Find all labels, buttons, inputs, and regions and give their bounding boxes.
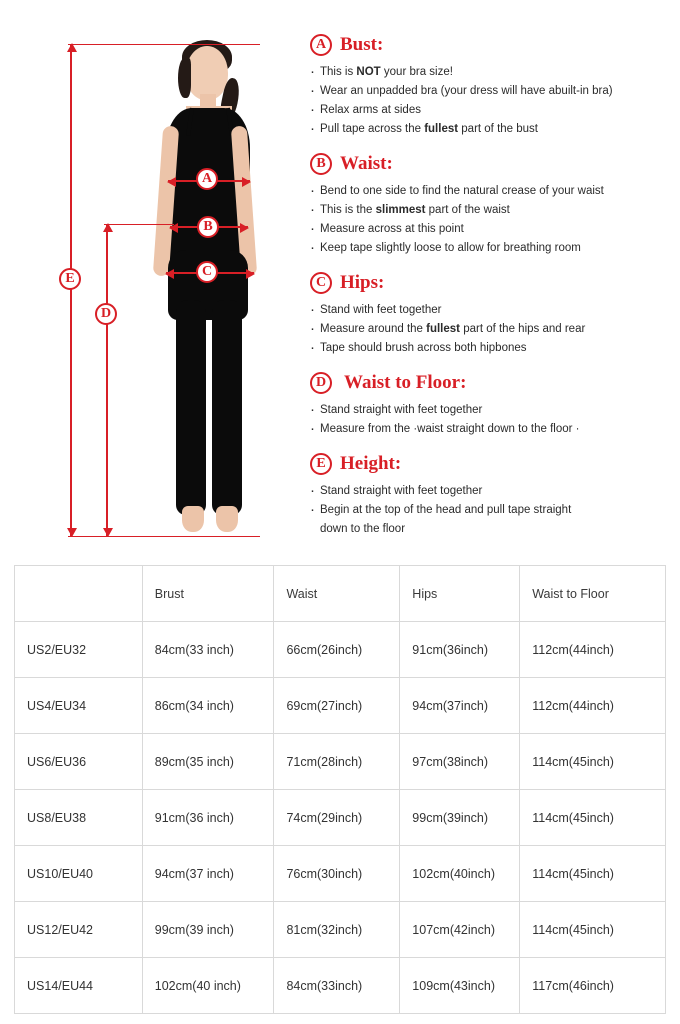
bust-cell: 86cm(34 inch) [142, 678, 274, 734]
bust-cell: 94cm(37 inch) [142, 846, 274, 902]
bullet: · Measure around the fullest part of the hips and rear [310, 320, 670, 339]
section-waist-to-floor-title: Waist to Floor: [344, 372, 467, 393]
leg-right-shape [212, 300, 242, 515]
waist-cell: 74cm(29inch) [274, 790, 400, 846]
figure-badge-a: A [196, 168, 218, 190]
section-hips [310, 272, 670, 358]
floor-tick [68, 536, 260, 537]
leg-left-shape [176, 300, 206, 515]
size-label-cell: US8/EU38 [15, 790, 143, 846]
foot-right-shape [216, 506, 238, 532]
section-waist-bullets [310, 182, 670, 258]
size-label-cell: US12/EU42 [15, 902, 143, 958]
table-row [15, 902, 666, 958]
figure-badge-d: D [95, 303, 117, 325]
waist-cell: 84cm(33inch) [274, 958, 400, 1014]
bullet: · Begin at the top of the head and pull tape straight down to the floor [310, 501, 590, 539]
badge-a-icon: A [310, 34, 332, 56]
waist-cell: 69cm(27inch) [274, 678, 400, 734]
hips-cell: 107cm(42inch) [400, 902, 520, 958]
bullet: · Relax arms at sides [310, 101, 670, 120]
size-label-cell: US6/EU36 [15, 734, 143, 790]
table-row [15, 846, 666, 902]
waist-cell: 66cm(26inch) [274, 622, 400, 678]
section-bust [310, 34, 670, 139]
foot-left-shape [182, 506, 204, 532]
bullet: · Tape should brush across both hipbones [310, 339, 670, 358]
section-height-title: Height: [340, 453, 402, 474]
table-header-cell [15, 566, 143, 622]
section-bust-title: Bust: [340, 34, 384, 55]
bullet: · Pull tape across the fullest part of the bust [310, 120, 670, 139]
section-waist-to-floor-bullets [310, 401, 670, 439]
section-height [310, 453, 670, 539]
waist-to-floor-cell: 114cm(45inch) [520, 734, 666, 790]
table-row [15, 734, 666, 790]
bust-cell: 91cm(36 inch) [142, 790, 274, 846]
instructions-panel [310, 34, 670, 553]
section-waist-to-floor-header [310, 372, 670, 394]
figure-badge-e: E [59, 268, 81, 290]
badge-b-icon: B [310, 153, 332, 175]
waist-cell: 71cm(28inch) [274, 734, 400, 790]
hips-cell: 99cm(39inch) [400, 790, 520, 846]
bust-cell: 102cm(40 inch) [142, 958, 274, 1014]
bust-cell: 84cm(33 inch) [142, 622, 274, 678]
bullet: · Keep tape slightly loose to allow for breathing room [310, 239, 670, 258]
section-hips-title: Hips: [340, 272, 385, 293]
size-label-cell: US4/EU34 [15, 678, 143, 734]
waist-cell: 81cm(32inch) [274, 902, 400, 958]
section-hips-bullets [310, 301, 670, 358]
waist-cell: 76cm(30inch) [274, 846, 400, 902]
section-waist-to-floor [310, 372, 670, 439]
badge-c-icon: C [310, 272, 332, 294]
badge-d-icon: D [310, 372, 332, 394]
bullet: · Stand straight with feet together [310, 401, 670, 420]
table-header-cell: Waist [274, 566, 400, 622]
section-height-bullets [310, 482, 670, 539]
table-row [15, 958, 666, 1014]
bullet: · Measure from the ·waist straight down to the floor · [310, 420, 670, 439]
head-shape [186, 46, 228, 100]
hips-cell: 91cm(36inch) [400, 622, 520, 678]
size-chart-table [14, 565, 666, 1014]
waist-to-floor-cell: 114cm(45inch) [520, 902, 666, 958]
size-label-cell: US2/EU32 [15, 622, 143, 678]
hips-cell: 97cm(38inch) [400, 734, 520, 790]
size-label-cell: US10/EU40 [15, 846, 143, 902]
hips-cell: 94cm(37inch) [400, 678, 520, 734]
bullet: · Wear an unpadded bra (your dress will have abuilt-in bra) [310, 82, 670, 101]
table-header-cell: Waist to Floor [520, 566, 666, 622]
table-row [15, 622, 666, 678]
waist-to-floor-arrow [106, 224, 108, 536]
figure-badge-c: C [196, 261, 218, 283]
section-waist [310, 153, 670, 258]
size-label-cell: US14/EU44 [15, 958, 143, 1014]
hips-cell: 109cm(43inch) [400, 958, 520, 1014]
section-bust-header [310, 34, 670, 56]
waist-to-floor-cell: 112cm(44inch) [520, 622, 666, 678]
bullet: · Stand with feet together [310, 301, 670, 320]
bust-cell: 89cm(35 inch) [142, 734, 274, 790]
head-top-tick [68, 44, 260, 45]
figure-badge-b: B [197, 216, 219, 238]
section-height-header [310, 453, 670, 475]
height-arrow [70, 44, 72, 536]
waist-to-floor-cell: 112cm(44inch) [520, 678, 666, 734]
bust-cell: 99cm(39 inch) [142, 902, 274, 958]
hair-side-shape [178, 58, 191, 98]
section-hips-header [310, 272, 670, 294]
measurement-illustration [0, 0, 300, 556]
bullet: · Measure across at this point [310, 220, 670, 239]
table-header-cell: Hips [400, 566, 520, 622]
section-waist-title: Waist: [340, 153, 393, 174]
waist-to-floor-cell: 117cm(46inch) [520, 958, 666, 1014]
section-bust-bullets [310, 63, 670, 139]
table-header-cell: Brust [142, 566, 274, 622]
bullet: · Stand straight with feet together [310, 482, 670, 501]
section-waist-header [310, 153, 670, 175]
table-row [15, 790, 666, 846]
waist-level-tick [104, 224, 174, 225]
bullet: · This is the slimmest part of the waist [310, 201, 670, 220]
bullet: · This is NOT your bra size! [310, 63, 670, 82]
badge-e-icon: E [310, 453, 332, 475]
waist-to-floor-cell: 114cm(45inch) [520, 846, 666, 902]
waist-to-floor-cell: 114cm(45inch) [520, 790, 666, 846]
hips-cell: 102cm(40inch) [400, 846, 520, 902]
model-figure [0, 0, 300, 556]
table-row [15, 678, 666, 734]
bullet: · Bend to one side to find the natural crease of your waist [310, 182, 670, 201]
table-header-row [15, 566, 666, 622]
